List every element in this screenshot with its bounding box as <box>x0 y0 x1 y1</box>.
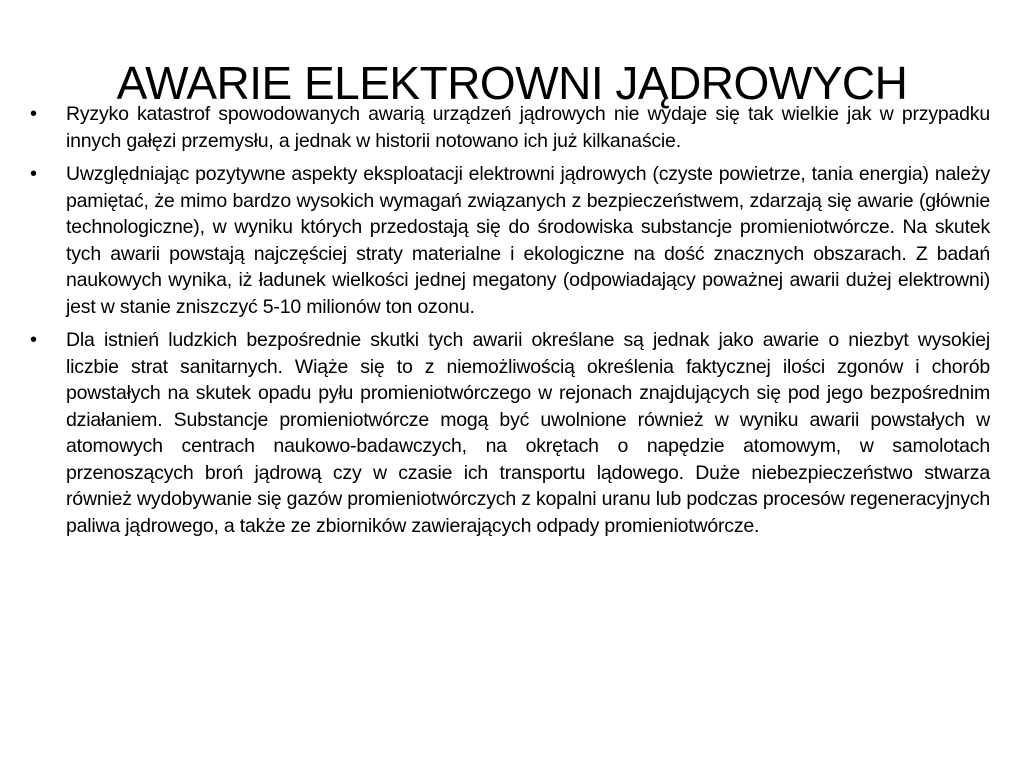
bullet-item <box>30 161 990 320</box>
bullet-dot-icon: • <box>30 329 38 351</box>
bullet-list <box>30 101 990 546</box>
bullet-dot-icon: • <box>30 163 38 185</box>
bullet-item <box>30 101 990 154</box>
slide-title: AWARIE ELEKTROWNI JĄDROWYCH <box>116 56 908 109</box>
bullet-dot-icon: • <box>30 103 38 125</box>
bullet-text: Uwzględniając pozytywne aspekty eksploatacji elektrowni jądrowych (czyste powietrze, tania energia) należy pamiętać, że mimo bardzo wysokich wymagań związanych z bezpieczeństwem, zdarzają się awarie (głównie technologiczne), w wyniku których przedostają się do środowiska substancje promieniotwórcze. Na skutek tych awarii powstają najczęściej straty materialne i ekologiczne na dość znacznych obszarach. Z badań naukowych wynika, iż ładunek wielkości jednej megatony (odpowiadający poważnej awarii dużej elektrowni) jest w stanie zniszczyć 5-10 milionów ton ozonu. <box>66 163 990 318</box>
bullet-text: Dla istnień ludzkich bezpośrednie skutki tych awarii określane są jednak jako awarie o niezbyt wysokiej liczbie strat sanitarnych. Wiąże się to z niemożliwością określenia faktycznej ilości zgonów i chorób powstałych na skutek opadu pyłu promieniotwórczego w rejonach znajdujących się pod jego bezpośrednim działaniem. Substancje promieniotwórcze mogą być uwolnione również w wyniku awarii powstałych w atomowych centrach naukowo-badawczych, na okrętach o napędzie atomowym, w samolotach przenoszących broń jądrową czy w czasie ich transportu lądowego. Duże niebezpieczeństwo stwarza również wydobywanie się gazów promieniotwórczych z kopalni uranu lub podczas procesów regeneracyjnych paliwa jądrowego, a także ze zbiorników zawierających odpady promieniotwórcze. <box>66 329 990 537</box>
bullet-text: Ryzyko katastrof spowodowanych awarią urządzeń jądrowych nie wydaje się tak wielkie jak w przypadku innych gałęzi przemysłu, a jednak w historii notowano ich już kilkanaście. <box>66 103 990 152</box>
bullet-item <box>30 327 990 539</box>
